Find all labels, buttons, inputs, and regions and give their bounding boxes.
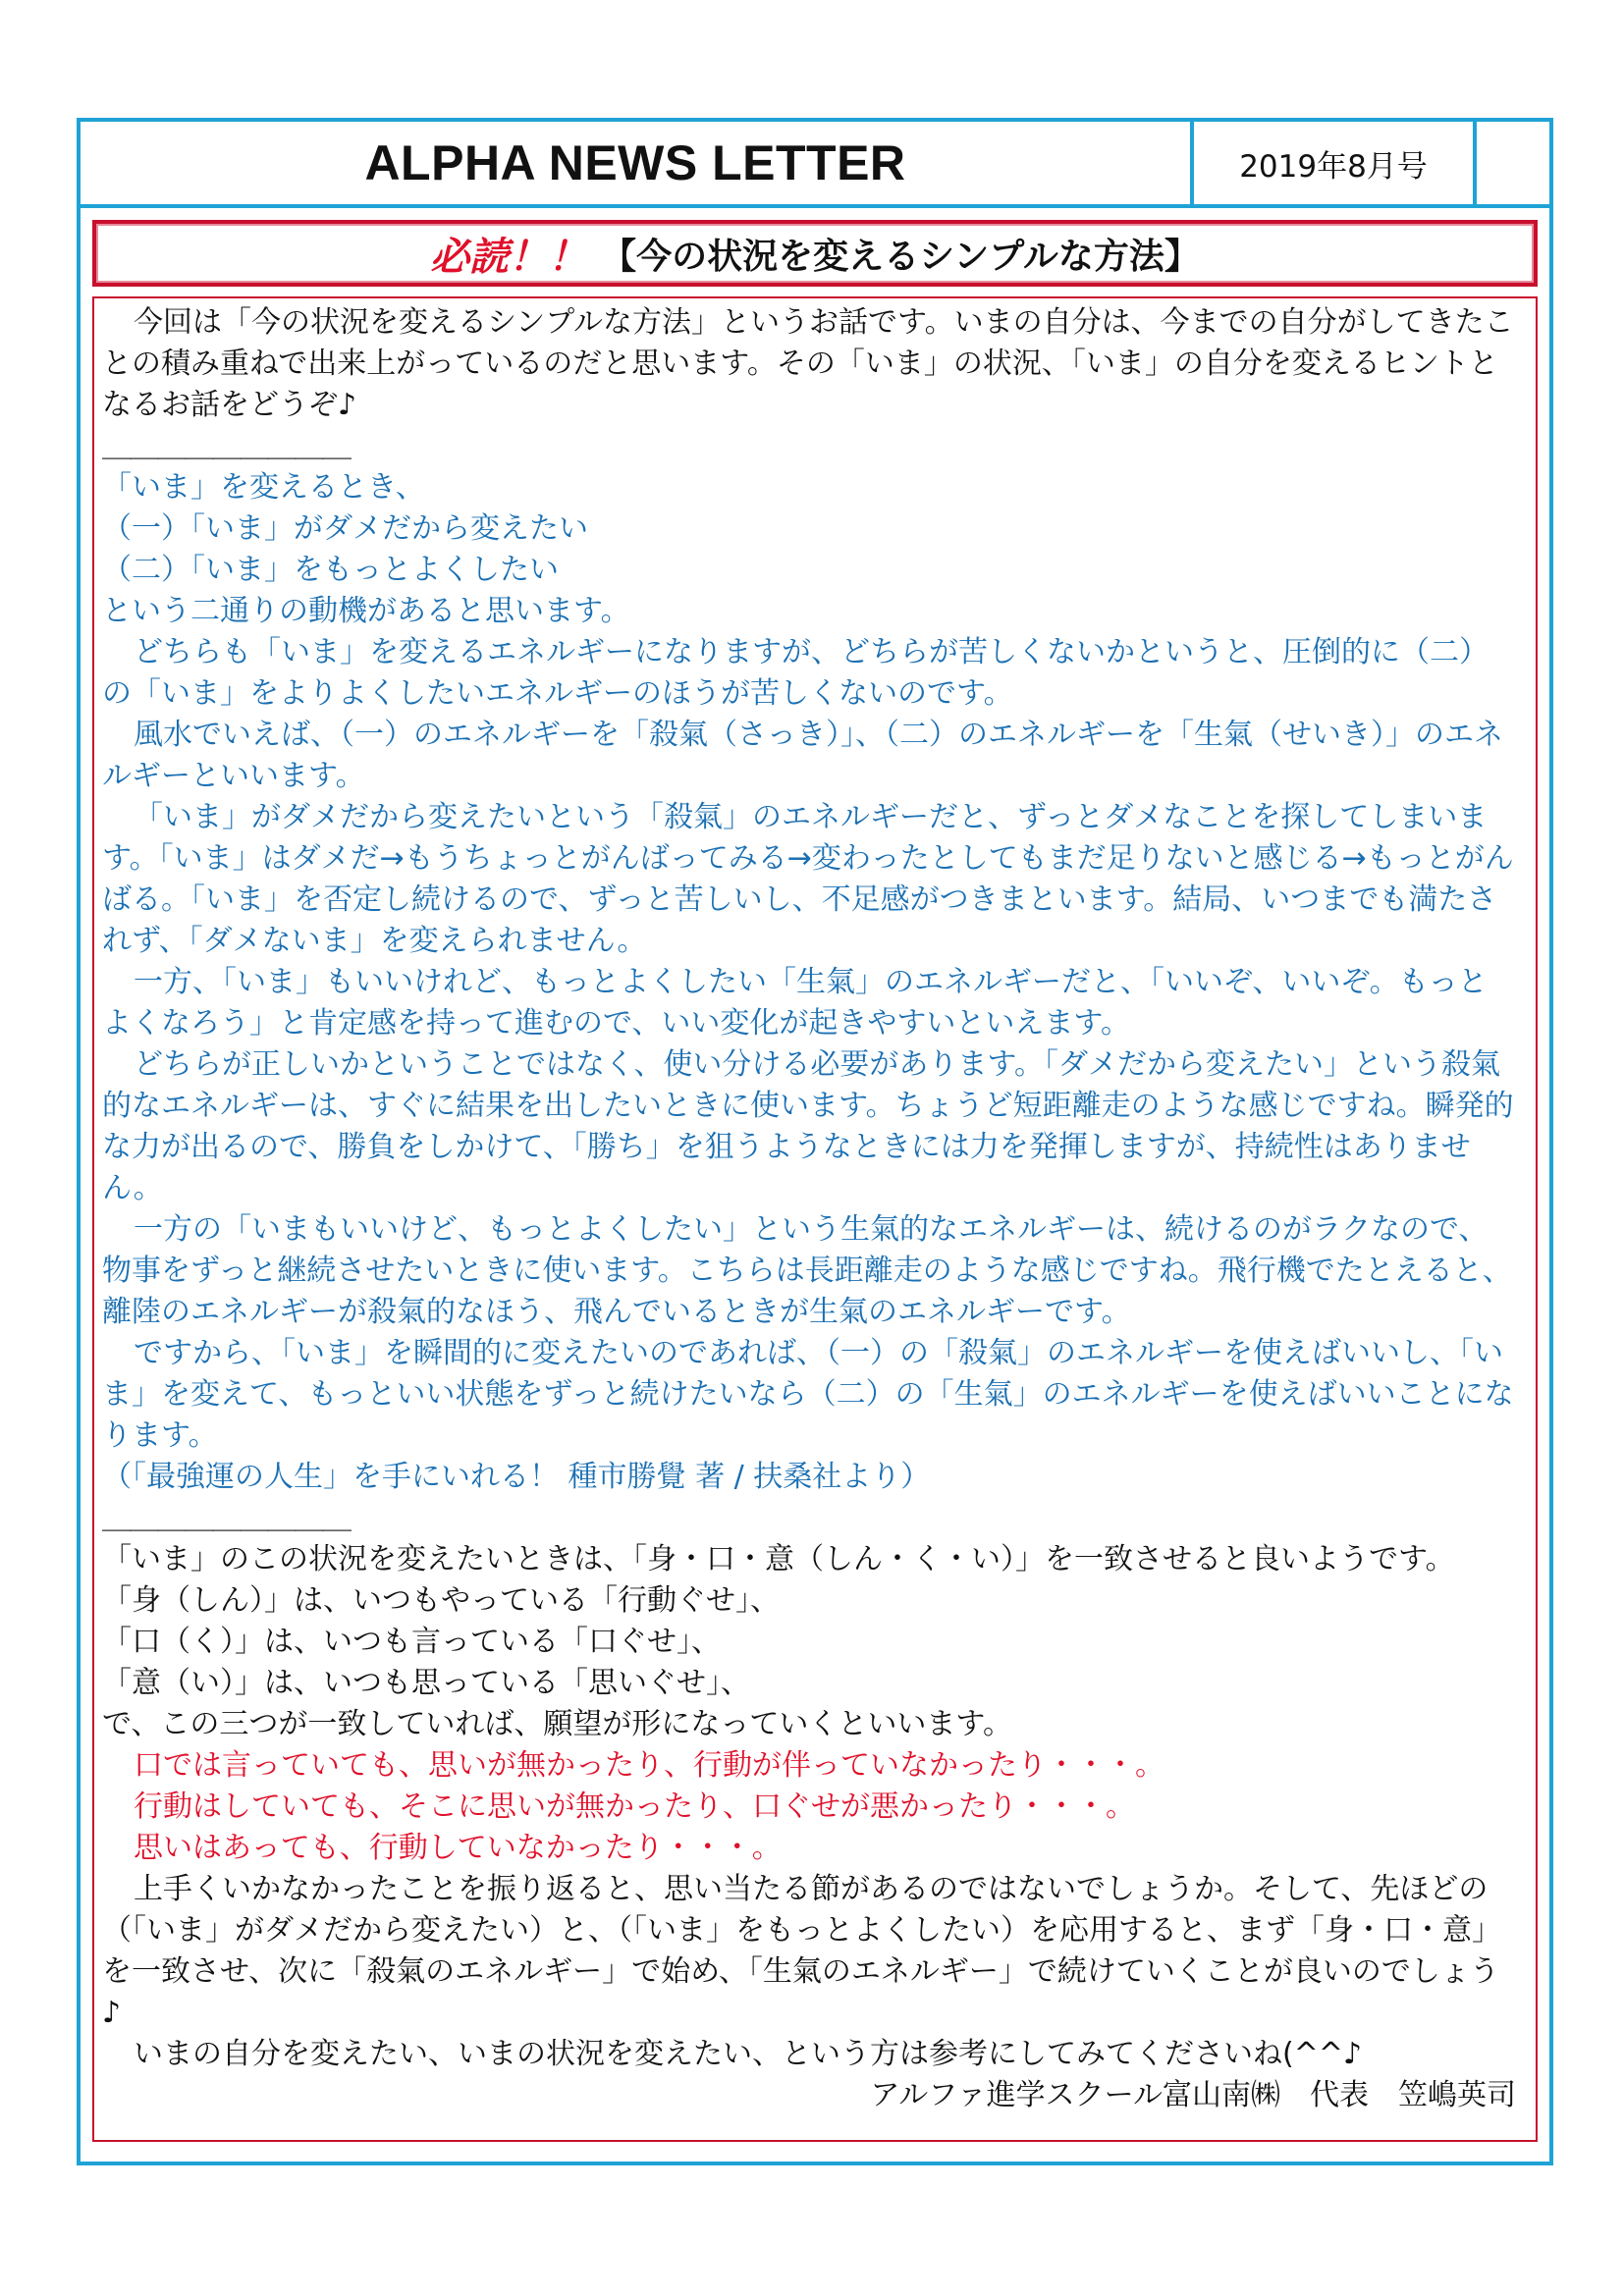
main-line: で、この三つが一致していれば、願望が形になっていくといいます。 [102, 1707, 1012, 1741]
article-content [102, 302, 1516, 2116]
closing-paragraph: いまの自分を変えたい、いまの状況を変えたい、という方は参考にしてみてくださいね(^^♪ [134, 2037, 1363, 2071]
quote-paragraph: 風水でいえば、（一）のエネルギーを「殺氣（さっき）」、（二）のエネルギーを「生氣（せいき）」のエネルギーといいます。 [102, 718, 1503, 793]
quote-line: という二通りの動機があると思います。 [102, 594, 630, 628]
quote-line: （一）「いま」がダメだから変えたい [102, 511, 588, 546]
red-emphasis-line: 口では言っていても、思いが無かったり、行動が伴っていなかったり・・・。 [134, 1748, 1164, 1783]
closing-paragraph: 上手くいかなかったことを振り返ると、思い当たる節があるのではないでしょうか。そして、先ほどの（「いま」がダメだから変えたい）と、（「いま」をもっとよくしたい）を応用すると、まず「身・口・意」を一致させ、次に「殺氣のエネルギー」で始め、「生氣のエネルギー」で続けていくことが良いのでしょう♪ [102, 1872, 1501, 2030]
quote-block [102, 467, 1516, 1498]
quote-line: 「いま」を変えるとき、 [102, 470, 425, 505]
quote-paragraph: ですから、「いま」を瞬間的に変えたいのであれば、（一）の「殺氣」のエネルギーを使えばいいし、「いま」を変えて、もっといい状態をずっと続けたいなら（二）の「生氣」のエネルギーを使えばいいことになります。 [102, 1336, 1514, 1453]
quote-line: （二）「いま」をもっとよくしたい [102, 553, 559, 587]
quote-paragraph: 一方の「いまもいいけど、もっとよくしたい」という生氣的なエネルギーは、続けるのがラクなので、物事をずっと継続させたいときに使います。こちらは長距離走のような感じですね。飛行機でたとえると、離陸のエネルギーが殺氣的なほう、飛んでいるときが生氣のエネルギーです。 [102, 1212, 1512, 1329]
issue-date: 2019年8月号 [1190, 122, 1473, 204]
main-line: 「意（い）」は、いつも思っている「思いぐせ」、 [102, 1666, 750, 1700]
must-read-label: 必読！！ [430, 234, 588, 280]
header-empty-cell [1473, 122, 1549, 204]
main-line: 「口（く）」は、いつも言っている「口ぐせ」、 [102, 1625, 721, 1659]
section-heading [92, 220, 1538, 287]
quote-source: （「最強運の人生」を手にいれる！ 種市勝覺 著 / 扶桑社より） [102, 1460, 931, 1494]
main-line: 「いま」のこの状況を変えたいときは、「身・口・意（しん・く・い）」を一致させると良いようです。 [102, 1542, 1455, 1576]
quote-paragraph: 「いま」がダメだから変えたいという「殺氣」のエネルギーだと、ずっとダメなことを探してしまいます。「いま」はダメだ→もうちょっとがんばってみる→変わったとしてもまだ足りないと感じる→もっとがんばる。「いま」を否定し続けるので、ずっと苦しいし、不足感がつきまといます。結局、いつまでも満たされず、「ダメないま」を変えられません。 [102, 800, 1514, 958]
topic-title: 【今の状況を変えるシンプルな方法】 [601, 236, 1200, 277]
newsletter-title: ALPHA NEWS LETTER [364, 135, 906, 190]
newsletter-header [77, 118, 1553, 208]
separator-line: ＿＿＿＿＿＿＿＿＿ [102, 1501, 350, 1535]
signature: アルファ進学スクール富山南㈱ 代表 笠嶋英司 [870, 2078, 1516, 2112]
quote-paragraph: どちらが正しいかということではなく、使い分ける必要があります。「ダメだから変えたい」という殺氣的なエネルギーは、すぐに結果を出したいときに使います。ちょうど短距離走のような感じですね。瞬発的な力が出るので、勝負をしかけて、「勝ち」を狙うようなときには力を発揮しますが、持続性はありません。 [102, 1047, 1514, 1205]
intro-paragraph: 今回は「今の状況を変えるシンプルな方法」というお話です。いまの自分は、今までの自分がしてきたことの積み重ねで出来上がっているのだと思います。その「いま」の状況、「いま」の自分を変えるヒントとなるお話をどうぞ♪ [102, 305, 1514, 422]
red-emphasis-line: 思いはあっても、行動していなかったり・・・。 [134, 1831, 782, 1865]
quote-paragraph: どちらも「いま」を変えるエネルギーになりますが、どちらが苦しくないかというと、圧倒的に（二）の「いま」をよりよくしたいエネルギーのほうが苦しくないのです。 [102, 635, 1489, 711]
main-line: 「身（しん）」は、いつもやっている「行動ぐせ」、 [102, 1583, 780, 1618]
quote-paragraph: 一方、「いま」もいいけれど、もっとよくしたい「生氣」のエネルギーだと、「いいぞ、いいぞ。もっとよくなろう」と肯定感を持って進むので、いい変化が起きやすいといえます。 [102, 965, 1488, 1041]
separator-line: ＿＿＿＿＿＿＿＿＿ [102, 429, 350, 463]
red-emphasis-line: 行動はしていても、そこに思いが無かったり、口ぐせが悪かったり・・・。 [134, 1789, 1135, 1824]
